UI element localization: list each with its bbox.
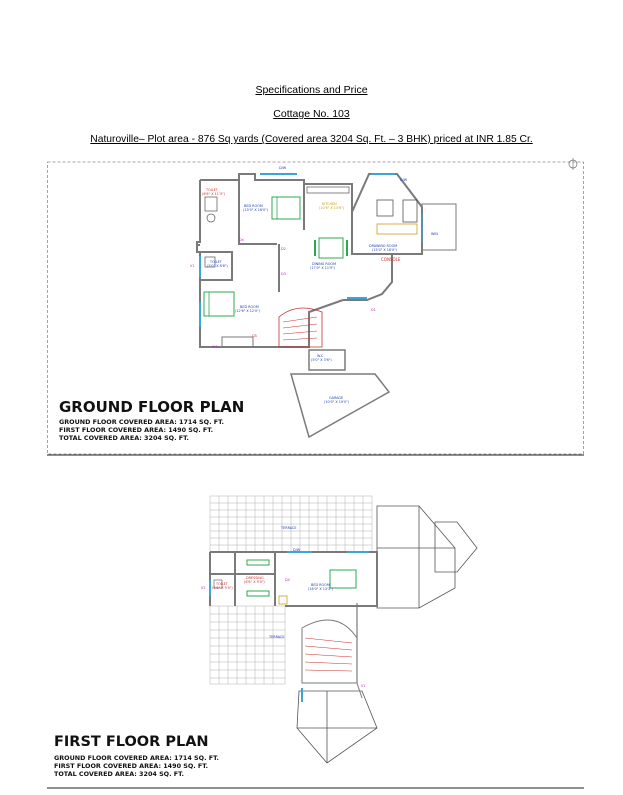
gf-cb-label: CB — [252, 334, 257, 338]
gf-wc-label: W.C — [317, 354, 324, 358]
ground-floor-plan — [47, 152, 584, 458]
ground-floor-title: GROUND FLOOR PLAN — [59, 398, 245, 416]
gf-wc-dim: (5'0" X 3'6") — [311, 358, 332, 362]
first-floor-title: FIRST FLOOR PLAN — [54, 734, 209, 750]
gf-d1-label: D1 — [371, 308, 376, 312]
ff-v2-label: V2 — [201, 586, 206, 590]
gf-dining-label: DINING ROOM — [312, 262, 337, 266]
gf-d3-label: D3 — [281, 272, 286, 276]
ff-bed-dim: (16'0" X 13'3") — [308, 587, 334, 591]
ff-toilet-dim: (5'6" X 9'0") — [212, 586, 233, 590]
gf-area-ground: GROUND FLOOR COVERED AREA: 1714 SQ. FT. — [59, 418, 224, 426]
gf-bed2-dim: (12'6" X 12'0") — [235, 309, 261, 313]
ff-area-total: TOTAL COVERED AREA: 3204 SQ. FT. — [54, 770, 184, 778]
gf-dining-dim: (17'0" X 11'9") — [310, 266, 336, 270]
ff-toilet-label: TOILET — [216, 582, 228, 586]
gf-toilet2-dim: (5'0" X 8'6") — [207, 264, 228, 268]
ground-floor-areas — [59, 418, 224, 442]
gf-toilet2-label: TOILET — [210, 260, 222, 264]
first-floor-areas — [54, 754, 219, 778]
ff-dw-label: D/W — [293, 548, 301, 552]
gf-garage-dim: (10'0" X 19'0") — [324, 400, 350, 404]
gf-console-label: CONSOLE — [381, 257, 401, 262]
spec-heading: Specifications and Price — [255, 84, 368, 96]
gf-dw1-label: D/W — [279, 166, 287, 170]
gf-win-label: WIN — [431, 232, 438, 236]
ff-area-first: FIRST FLOOR COVERED AREA: 1490 SQ. FT. — [54, 762, 209, 770]
cottage-number: Cottage No. 103 — [273, 108, 350, 120]
gf-kitchen-dim: (10'6" X 13'6") — [319, 206, 345, 210]
ff-terrace2-label: TERRACE — [269, 635, 285, 639]
ff-area-ground: GROUND FLOOR COVERED AREA: 1714 SQ. FT. — [54, 754, 219, 762]
ff-d4-label: D4 — [285, 578, 290, 582]
ff-dressing-dim: (6'6" X 9'0") — [244, 580, 265, 584]
ff-dressing-label: DRESSING — [246, 576, 264, 580]
gf-toilet1-label: TOILET — [206, 188, 218, 192]
gf-area-first: FIRST FLOOR COVERED AREA: 1490 SQ. FT. — [59, 426, 214, 434]
gf-toilet1-dim: (6'6" X 11'3") — [202, 192, 225, 196]
gf-kitchen-label: KITCHEN — [322, 202, 337, 206]
gf-drawing-dim: (15'0" X 18'0") — [372, 248, 398, 252]
gf-v1-label: V1 — [190, 264, 195, 268]
ff-terrace1-label: TERRACE — [281, 526, 297, 530]
gf-garage-label: GARAGE — [329, 396, 344, 400]
gf-d4-label: D4 — [239, 238, 244, 242]
gf-d2-label: D2 — [281, 247, 286, 251]
gf-bed1-dim: (13'0" X 16'0") — [243, 208, 269, 212]
gf-drawing-label: DRAWING ROOM — [369, 244, 398, 248]
gf-w4-label: W4 — [212, 345, 218, 349]
ff-bed-label: BED ROOM — [311, 583, 330, 587]
gf-bed1-label: BED ROOM — [244, 204, 263, 208]
first-floor-plan — [47, 488, 584, 790]
gf-area-total: TOTAL COVERED AREA: 3204 SQ. FT. — [59, 434, 189, 442]
ff-v1-label: V1 — [361, 684, 366, 688]
gf-bed2-label: BED ROOM — [240, 305, 259, 309]
plot-description: Naturoville– Plot area - 876 Sq yards (Covered area 3204 Sq. Ft. – 3 BHK) priced at INR 1.85 Cr. — [90, 134, 533, 145]
gf-dw2-label: D/W — [400, 178, 408, 182]
